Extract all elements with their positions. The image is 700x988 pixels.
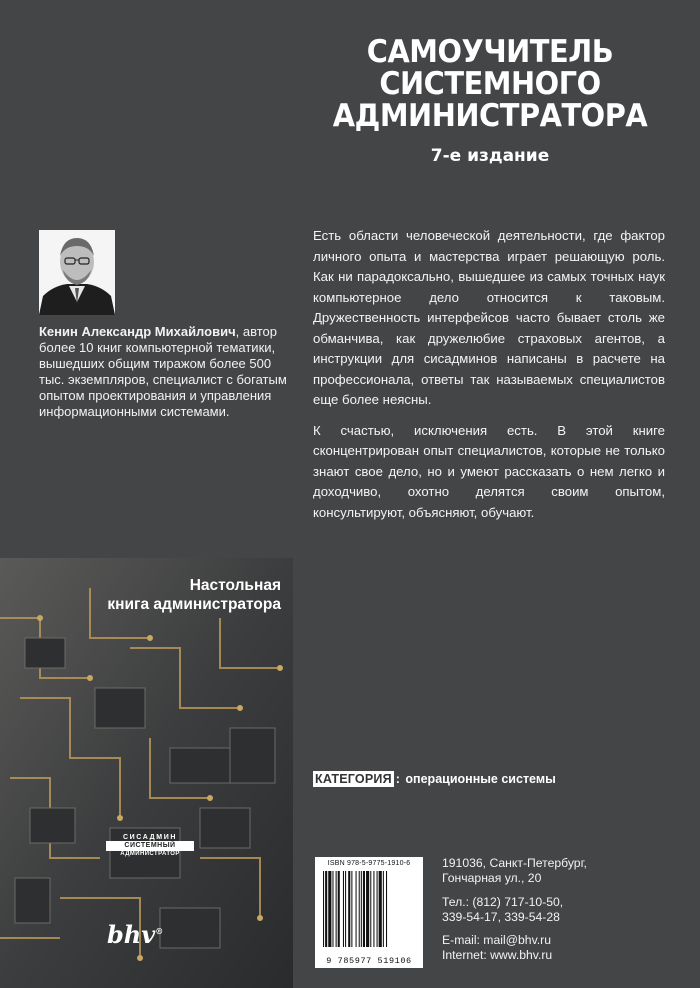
email-line: E-mail: mail@bhv.ru xyxy=(442,933,551,948)
category-tag: КАТЕГОРИЯ xyxy=(315,772,392,786)
publisher-logo xyxy=(107,920,163,949)
registered-mark: ® xyxy=(155,926,164,936)
publisher-address xyxy=(442,856,622,964)
title-line: САМОУЧИТЕЛЬ xyxy=(366,34,614,70)
cover-art xyxy=(0,558,293,988)
author-photo xyxy=(39,230,115,315)
series-title xyxy=(107,576,281,614)
phone-line: Тел.: (812) 717-10-50, xyxy=(442,894,564,909)
description-paragraph: Есть области человеческой деятельности, где фактор личного опыта и мастерства играет решающую роль. Как ни парадоксально, вышедшее из самых точных наук компьютерное дело относится к таковым. Дружественность интерфейсов часто бывает столь же обманчива, как дружелюбие страховых агентов, а инструкции для сисадминов написаны в расчете на профессионала, ответы так называемых специалистов еще более неясны. xyxy=(313,228,665,407)
series-logo-bottom: АДМИНИСТРАТОР xyxy=(120,851,180,857)
series-title-line: книга администратора xyxy=(107,596,281,613)
description-paragraph: К счастью, исключения есть. В этой книге сконцентрирован опыт специалистов, которые не только знают свое дело, но и умеют рассказать о нем легко и доходчиво, охотно делятся своим опытом, консультируют, объясняют, обучают. xyxy=(313,422,665,520)
category-separator: : xyxy=(395,772,400,786)
book-description xyxy=(313,226,665,533)
edition-label: 7-е издание xyxy=(430,146,550,166)
series-logo xyxy=(106,834,194,857)
author-info xyxy=(39,324,289,420)
phone-line: 339-54-17, 339-54-28 xyxy=(442,909,560,924)
publisher-logo-text: bhv xyxy=(107,920,156,949)
barcode-bars xyxy=(323,871,415,947)
author-bio: , автор более 10 книг компьютерной тематики, вышедших общим тиражом более 500 тыс. экземпляров, специалист с богатым опытом проектирования и управления информационными системами. xyxy=(39,324,287,419)
series-logo-top: СИСАДМИН xyxy=(123,834,177,841)
isbn-number: ISBN 978-5-9775-1910-6 xyxy=(327,860,411,867)
title-line: АДМИНИСТРАТОРА xyxy=(332,98,648,134)
barcode-digits: 9 785977 519106 xyxy=(326,956,412,966)
author-name: Кенин Александр Михайлович xyxy=(39,324,236,339)
title-line: СИСТЕМНОГО xyxy=(379,66,601,102)
internet-line: Internet: www.bhv.ru xyxy=(442,948,553,963)
series-logo-mid: СИСТЕМНЫЙ xyxy=(106,841,194,851)
address-line: 191036, Санкт-Петербург, xyxy=(442,856,587,870)
address-line: Гончарная ул., 20 xyxy=(442,871,542,886)
category-value: операционные системы xyxy=(405,772,556,786)
book-title xyxy=(313,36,666,132)
category-line xyxy=(313,771,556,787)
series-title-line: Настольная xyxy=(189,577,281,594)
isbn-barcode xyxy=(315,857,423,968)
